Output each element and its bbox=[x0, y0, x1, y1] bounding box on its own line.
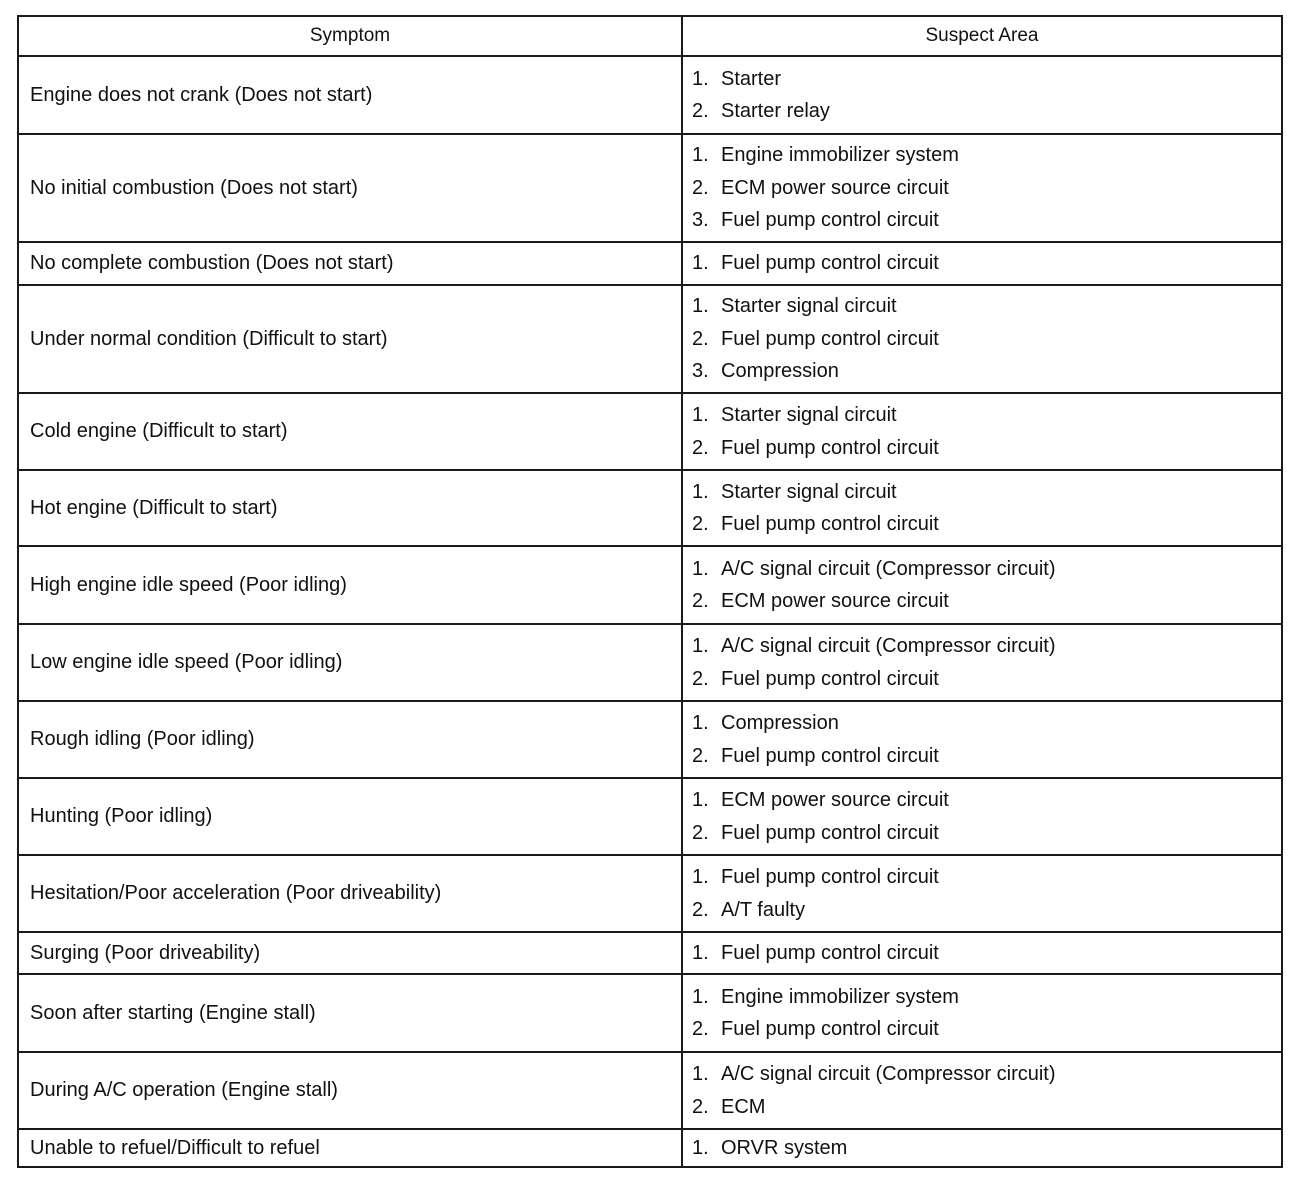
suspect-item bbox=[692, 817, 1271, 850]
suspect-area-cell bbox=[682, 242, 1282, 285]
suspect-item-text: ECM power source circuit bbox=[721, 590, 949, 612]
suspect-item-number: 2 . bbox=[692, 1013, 721, 1046]
symptom-cell: Rough idling (Poor idling) bbox=[18, 701, 682, 778]
suspect-item bbox=[692, 290, 1271, 323]
suspect-item bbox=[692, 630, 1271, 663]
table-row bbox=[18, 778, 1282, 855]
symptom-cell: Surging (Poor driveability) bbox=[18, 932, 682, 974]
header-row bbox=[18, 16, 1282, 56]
suspect-item-number: 2 . bbox=[692, 432, 721, 465]
table-row bbox=[18, 855, 1282, 932]
suspect-item-text: Fuel pump control circuit bbox=[721, 744, 939, 767]
suspect-item-number: 2 . bbox=[692, 585, 721, 618]
suspect-area-cell bbox=[682, 134, 1282, 242]
suspect-item-text: ECM power source circuit bbox=[721, 176, 949, 199]
suspect-item-number: 1 . bbox=[692, 290, 721, 323]
table-row bbox=[18, 1129, 1282, 1167]
table-row bbox=[18, 56, 1282, 134]
suspect-item bbox=[692, 740, 1271, 773]
table-row bbox=[18, 1052, 1282, 1129]
suspect-item-number: 1 . bbox=[692, 861, 721, 894]
suspect-item-text: A/C signal circuit (Compressor circuit) bbox=[721, 635, 1056, 657]
suspect-area-cell bbox=[682, 1129, 1282, 1167]
suspect-item bbox=[692, 247, 1271, 280]
suspect-item-number: 1 . bbox=[692, 476, 721, 509]
symptom-cell: Low engine idle speed (Poor idling) bbox=[18, 624, 682, 701]
suspect-item-text: Fuel pump control circuit bbox=[721, 1018, 939, 1040]
suspect-item bbox=[692, 1013, 1271, 1046]
symptom-cell: Under normal condition (Difficult to start) bbox=[18, 285, 682, 393]
suspect-area-cell bbox=[682, 701, 1282, 778]
suspect-item-number: 1 . bbox=[692, 247, 721, 280]
suspect-item-text: Compression bbox=[721, 712, 839, 734]
suspect-item-text: Fuel pump control circuit bbox=[721, 667, 939, 690]
suspect-area-cell bbox=[682, 546, 1282, 624]
suspect-item-text: Engine immobilizer system bbox=[721, 144, 959, 167]
suspect-area-header: Suspect Area bbox=[682, 16, 1282, 56]
table-row bbox=[18, 470, 1282, 546]
suspect-item-number: 1 . bbox=[692, 981, 721, 1014]
suspect-item-number: 2 . bbox=[692, 663, 721, 696]
symptom-cell: During A/C operation (Engine stall) bbox=[18, 1052, 682, 1129]
suspect-area-cell bbox=[682, 285, 1282, 393]
suspect-item-number: 1 . bbox=[692, 399, 721, 432]
symptom-cell: No complete combustion (Does not start) bbox=[18, 242, 682, 285]
suspect-item bbox=[692, 1091, 1271, 1124]
table-row bbox=[18, 701, 1282, 778]
suspect-item-number: 2 . bbox=[692, 894, 721, 927]
suspect-item-text: Fuel pump control circuit bbox=[721, 941, 939, 964]
suspect-item-number: 2 . bbox=[692, 740, 721, 773]
table-body bbox=[18, 56, 1282, 1167]
suspect-item bbox=[692, 204, 1271, 237]
table-row bbox=[18, 974, 1282, 1052]
suspect-item bbox=[692, 355, 1271, 388]
suspect-item-number: 1 . bbox=[692, 937, 721, 970]
suspect-item-text: Starter relay bbox=[721, 100, 830, 122]
suspect-item-text: Fuel pump control circuit bbox=[721, 513, 939, 535]
suspect-item bbox=[692, 432, 1271, 465]
suspect-item-number: 2 . bbox=[692, 1091, 721, 1124]
suspect-item-number: 2 . bbox=[692, 172, 721, 205]
suspect-item-text: ECM power source circuit bbox=[721, 789, 949, 811]
symptom-cell: High engine idle speed (Poor idling) bbox=[18, 546, 682, 624]
suspect-item-text: A/C signal circuit (Compressor circuit) bbox=[721, 1063, 1056, 1085]
symptom-cell: Hunting (Poor idling) bbox=[18, 778, 682, 855]
suspect-item-number: 1 . bbox=[692, 707, 721, 740]
suspect-item bbox=[692, 553, 1271, 586]
symptom-cell: Engine does not crank (Does not start) bbox=[18, 56, 682, 134]
suspect-area-cell bbox=[682, 470, 1282, 546]
suspect-area-cell bbox=[682, 56, 1282, 134]
suspect-item bbox=[692, 784, 1271, 817]
suspect-item-number: 1 . bbox=[692, 63, 721, 96]
suspect-item bbox=[692, 707, 1271, 740]
suspect-area-cell bbox=[682, 624, 1282, 701]
symptom-cell: No initial combustion (Does not start) bbox=[18, 134, 682, 242]
suspect-item-number: 1 . bbox=[692, 784, 721, 817]
suspect-item bbox=[692, 323, 1271, 356]
suspect-item-number: 1 . bbox=[692, 1132, 721, 1165]
suspect-item-text: Fuel pump control circuit bbox=[721, 436, 939, 459]
symptom-cell: Hesitation/Poor acceleration (Poor driveability) bbox=[18, 855, 682, 932]
suspect-item-number: 3 . bbox=[692, 204, 721, 237]
suspect-item-text: A/T faulty bbox=[721, 898, 806, 921]
table-row bbox=[18, 546, 1282, 624]
symptom-cell: Hot engine (Difficult to start) bbox=[18, 470, 682, 546]
suspect-area-cell bbox=[682, 393, 1282, 470]
table-row bbox=[18, 624, 1282, 701]
table-row bbox=[18, 932, 1282, 974]
suspect-item-text: Starter signal circuit bbox=[721, 480, 897, 503]
suspect-item-text: Starter bbox=[721, 67, 782, 90]
suspect-item-number: 1 . bbox=[692, 630, 721, 663]
suspect-item-number: 1 . bbox=[692, 1058, 721, 1091]
symptom-cell: Soon after starting (Engine stall) bbox=[18, 974, 682, 1052]
suspect-item bbox=[692, 508, 1271, 541]
symptom-cell: Unable to refuel/Difficult to refuel bbox=[18, 1129, 682, 1167]
table-row bbox=[18, 285, 1282, 393]
symptom-cell: Cold engine (Difficult to start) bbox=[18, 393, 682, 470]
suspect-item-text: A/C signal circuit (Compressor circuit) bbox=[721, 557, 1056, 580]
suspect-item bbox=[692, 1058, 1271, 1091]
suspect-item bbox=[692, 981, 1271, 1014]
symptom-header: Symptom bbox=[18, 16, 682, 56]
suspect-item-number: 1 . bbox=[692, 553, 721, 586]
suspect-item-number: 2 . bbox=[692, 508, 721, 541]
suspect-item-text: Fuel pump control circuit bbox=[721, 209, 939, 232]
suspect-item-number: 1 . bbox=[692, 139, 721, 172]
table-row bbox=[18, 393, 1282, 470]
suspect-item bbox=[692, 172, 1271, 205]
suspect-item-text: ORVR system bbox=[721, 1136, 848, 1159]
suspect-area-cell bbox=[682, 1052, 1282, 1129]
symptom-table bbox=[17, 15, 1283, 1168]
suspect-item-text: Fuel pump control circuit bbox=[721, 821, 939, 844]
suspect-item bbox=[692, 663, 1271, 696]
suspect-item-text: Fuel pump control circuit bbox=[721, 327, 939, 350]
suspect-area-cell bbox=[682, 974, 1282, 1052]
suspect-area-cell bbox=[682, 932, 1282, 974]
suspect-item-number: 2 . bbox=[692, 817, 721, 850]
suspect-item bbox=[692, 399, 1271, 432]
suspect-item bbox=[692, 937, 1271, 970]
suspect-item bbox=[692, 476, 1271, 509]
suspect-item bbox=[692, 1132, 1271, 1165]
table-row bbox=[18, 134, 1282, 242]
suspect-item-text: Starter signal circuit bbox=[721, 404, 897, 426]
suspect-item-text: Engine immobilizer system bbox=[721, 985, 959, 1008]
suspect-area-cell bbox=[682, 855, 1282, 932]
suspect-item-text: Fuel pump control circuit bbox=[721, 866, 939, 888]
suspect-item bbox=[692, 95, 1271, 128]
suspect-item bbox=[692, 139, 1271, 172]
table-row bbox=[18, 242, 1282, 285]
suspect-item bbox=[692, 63, 1271, 96]
suspect-item-number: 3 . bbox=[692, 355, 721, 388]
suspect-item bbox=[692, 861, 1271, 894]
suspect-item-number: 2 . bbox=[692, 323, 721, 356]
suspect-area-cell bbox=[682, 778, 1282, 855]
suspect-item-text: ECM bbox=[721, 1095, 766, 1118]
suspect-item-text: Starter signal circuit bbox=[721, 295, 897, 318]
suspect-item bbox=[692, 585, 1271, 618]
suspect-item-text: Compression bbox=[721, 360, 839, 383]
suspect-item-number: 2 . bbox=[692, 95, 721, 128]
suspect-item-text: Fuel pump control circuit bbox=[721, 252, 939, 275]
suspect-item bbox=[692, 894, 1271, 927]
